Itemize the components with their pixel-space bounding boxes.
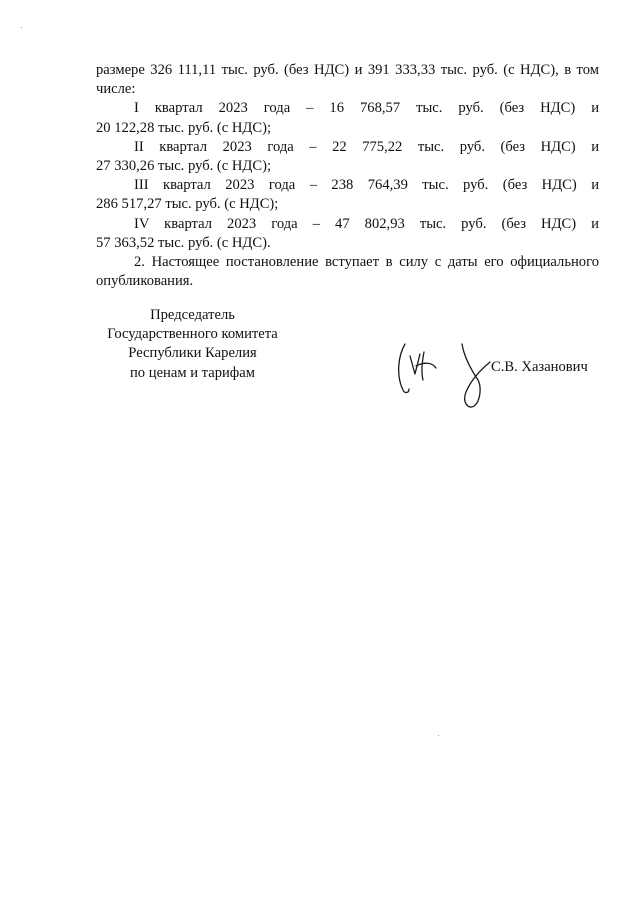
document-body <box>96 61 599 291</box>
handwritten-signature <box>396 340 506 412</box>
quarter-4-vat-line: 57 363,52 тыс. руб. (с НДС). <box>96 234 271 251</box>
body-line: размере 326 111,11 тыс. руб. (без НДС) и 391 333,33 тыс. руб. (с НДС), в том <box>96 62 599 78</box>
effective-clause-end: опубликования. <box>96 273 194 290</box>
signatory-title-line: Республики Карелия <box>128 345 257 362</box>
quarter-3-line: III квартал 2023 года – 238 764,39 тыс. руб. (без НДС) и <box>134 177 599 194</box>
quarter-1-line: I квартал 2023 года – 16 768,57 тыс. руб. (без НДС) и <box>134 100 599 117</box>
signatory-name: С.В. Хазанович <box>491 359 588 375</box>
quarter-4-line: IV квартал 2023 года – 47 802,93 тыс. руб. (без НДС) и <box>134 215 599 232</box>
quarter-2-line: II квартал 2023 года – 22 775,22 тыс. руб. (без НДС) и <box>134 138 599 155</box>
body-line: числе: <box>96 81 136 98</box>
scan-speck <box>438 735 439 736</box>
signatory-title <box>80 306 305 383</box>
quarter-3-vat-line: 286 517,27 тыс. руб. (с НДС); <box>96 196 279 213</box>
quarter-1-vat-line: 20 122,28 тыс. руб. (с НДС); <box>96 119 272 136</box>
signatory-title-line: Председатель <box>150 307 235 323</box>
quarter-2-vat-line: 27 330,26 тыс. руб. (с НДС); <box>96 158 272 175</box>
signatory-title-line: по ценам и тарифам <box>130 364 255 381</box>
effective-clause-line: 2. Настоящее постановление вступает в силу с даты его официального <box>134 254 599 271</box>
signatory-title-line: Государственного комитета <box>107 326 278 343</box>
scan-speck <box>21 27 22 28</box>
